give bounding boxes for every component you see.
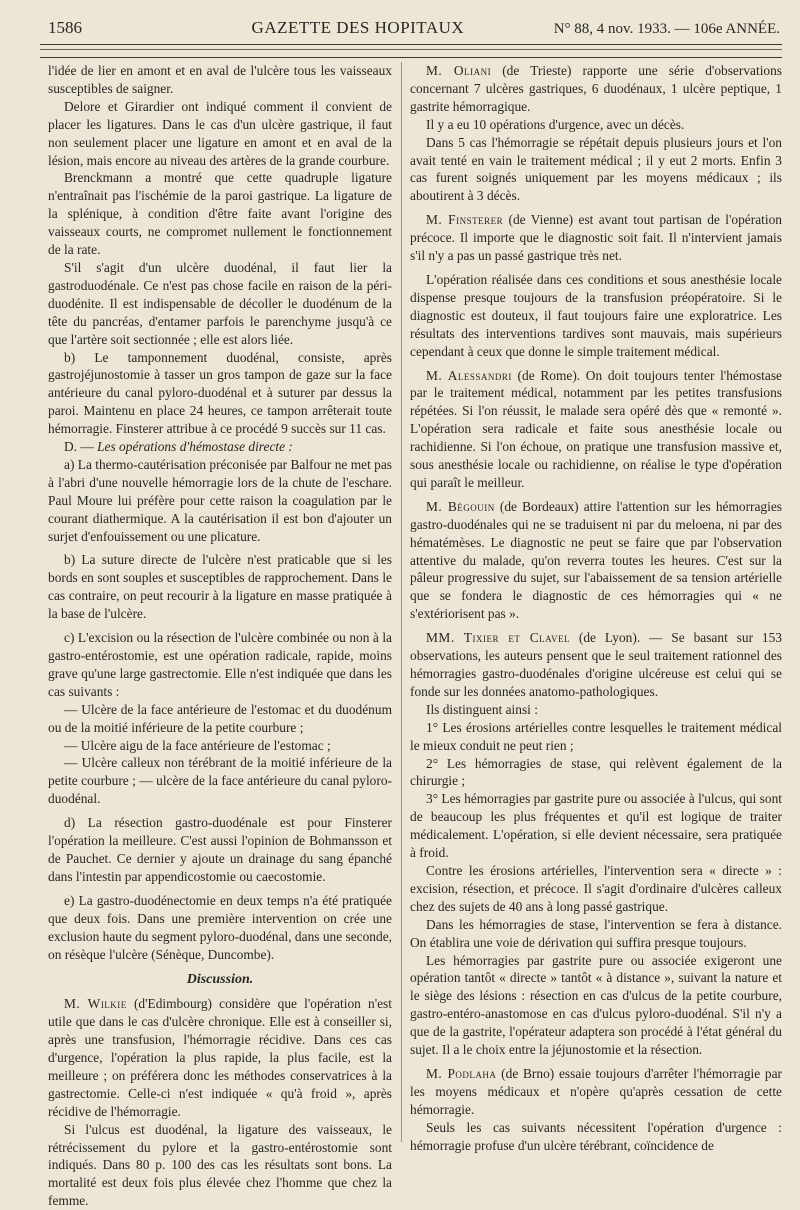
header-rule xyxy=(40,44,782,58)
author-name: M. Podlaha xyxy=(426,1065,497,1081)
left-column xyxy=(48,62,392,1209)
paragraph: Dans 5 cas l'hémorragie se répétait depuis plusieurs jours et l'on avait tenté en vain le traitement médical ; il y eut 2 morts. Enfin 3 cas furent soignés uniquement par les moyens médicaux ; ils aboutirent à 3 décès. xyxy=(410,134,782,204)
paragraph xyxy=(48,995,392,1120)
paragraph: Les hémorragies par gastrite pure ou associée exigeront une opération tantôt « directe » tantôt « à distance », suivant la nature et le siège des lésions : résection en cas d'ulcus de la petite courbure, gastro-entéro-anastomose en cas d'ulcus pyloro-duodénal. S'il n'y a que de la gastrite, l'opérateur adaptera son procédé à l'état général du sujet. Il a le choix entre la jéjunostomie et la résection. xyxy=(410,952,782,1058)
paragraph: d) La résection gastro-duodénale est pour Finsterer l'opération la meilleure. C'est aussi l'opinion de Bohmansson et de Pauchet. Ce dernier y ajoute un drainage du sang épanché dans l'intestin par appendicostomie ou caecostomie. xyxy=(48,815,392,884)
section-title: Les opérations d'hémostase directe : xyxy=(97,439,293,455)
paragraph xyxy=(410,1065,782,1119)
paragraph xyxy=(410,629,782,701)
paragraph: L'opération réalisée dans ces conditions et sous anesthésie locale dispense presque toujours de la transfusion préopératoire. Si le diagnostic est douteux, il faut toujours faire une exploratrice. Les résultats des interventions tardives sont mauvais, mais supérieurs cependant à ceux que donne le simple traitement médical. xyxy=(410,271,782,359)
paragraph xyxy=(410,367,782,492)
list-item: 1° Les érosions artérielles contre lesquelles le traitement médical le mieux conduit ne peut rien ; xyxy=(410,719,782,753)
paragraph: Ils distinguent ainsi : xyxy=(426,701,538,717)
list-item: 2° Les hémorragies de stase, qui relèvent également de la chirurgie ; xyxy=(410,755,782,789)
column-divider xyxy=(401,62,402,1142)
paragraph: Contre les érosions artérielles, l'intervention sera « directe » : excision, résection, et précoce. Il s'agit d'ordinaire d'ulcères calleux chez des sujets de 40 ans à long passé gastrique. xyxy=(410,862,782,914)
paragraph xyxy=(410,62,782,116)
paragraph-text: (de Vienne) est avant tout partisan de l'opération précoce. Il importe que le diagnostic soit fait. Il n'intervient jamais s'il n'y a pas un passé gastrique très net. xyxy=(410,212,782,264)
paragraph-text: (de Bordeaux) attire l'attention sur les hémorragies gastro-duodénales qui ne se traduisent ni par du meloena, ni par des hématémèses. Le diagnostic ne peut se faire que par l'observation attentive du malade, qu'on reverra toutes les heures. C'est sur la pâleur progressive du sujet, sur l'abaissement de sa tension artérielle que se fondera le diagnostic de ces hémorragies qui « ne s'extériorisent pas ». xyxy=(410,498,782,622)
author-name: M. Finsterer xyxy=(426,212,504,228)
issue-info: N° 88, 4 nov. 1933. — 106e ANNÉE. xyxy=(553,21,780,37)
paragraph: Dans les hémorragies de stase, l'intervention se fera à distance. On établira une voie de dérivation qui suffira presque toujours. xyxy=(410,916,782,950)
paragraph: l'idée de lier en amont et en aval de l'ulcère tous les vaisseaux susceptibles de saigner. xyxy=(48,63,392,96)
paragraph: b) La suture directe de l'ulcère n'est praticable que si les bords en sont souples et susceptibles de rapprochement. Dans le cas contraire, on peut recourir à la ligature en masse pratiquée à la base de l'ulcère. xyxy=(48,552,392,622)
discussion-heading: Discussion. xyxy=(186,972,254,988)
paragraph: Brenckmann a montré que cette quadruple ligature n'entraînait pas l'ischémie de la paroi gastrique. La ligature de la splénique, à condition d'être faite avant l'origine des vaisseaux courts, ne compromet nullement le fonctionnement de la rate. xyxy=(48,170,392,258)
paragraph xyxy=(410,211,782,265)
page-header xyxy=(48,18,780,40)
paragraph xyxy=(410,498,782,623)
paragraph: S'il s'agit d'un ulcère duodénal, il faut lier la gastroduodénale. Ce n'est pas chose facile en raison de la péri-duodénite. Il est indispensable de décoller le duodénum de la tête du pancréas, d'entamer parfois le parenchyme jusqu'à ce que l'artère soit sectionnée ; elle est alors liée. xyxy=(48,259,392,347)
author-name: M. Bégouin xyxy=(426,498,495,514)
section-heading xyxy=(48,438,392,456)
paragraph-text: (de Rome). On doit toujours tenter l'hémostase par le traitement médical, notamment par les petites transfusions répétées. Si l'on réussit, le malade sera opéré dès que « remonté ». L'opération sera radicale et faite sous anesthésie locale ou rachidienne. Si l'on échoue, on pratique une transfusion massive et, sous anesthésie locale ou rachidienne, on réalise le type d'opération qui paraît le meilleur. xyxy=(410,367,782,490)
paragraph: Si l'ulcus est duodénal, la ligature des vaisseaux, le rétrécissement du pylore et la gastro-entérostomie sont indiqués. Dans 80 p. 100 des cas les résultats sont bons. La mortalité est deux fois plus élevée chez l'homme que chez la femme. xyxy=(48,1121,392,1209)
paragraph: Delore et Girardier ont indiqué comment il convient de placer les ligatures. Dans le cas d'un ulcère gastrique, il faut non seulement placer une ligature en amont et en aval de la lésion, mais encore au niveau des artères de la grande courbure. xyxy=(48,98,392,168)
paragraph-text: (de Trieste) rapporte une série d'observations concernant 7 ulcères gastriques, 6 duodénaux, 1 ulcère peptique, 1 gastrite hémorragique. xyxy=(410,63,783,114)
right-column xyxy=(410,62,783,1153)
list-item: 3° Les hémorragies par gastrite pure ou associée à l'ulcus, qui sont de beaucoup les plus fréquentes et qu'il est logique de traiter médicalement. L'opération, si elle devient nécessaire, sera pratiquée à froid. xyxy=(410,791,782,861)
paragraph: Seuls les cas suivants nécessitent l'opération d'urgence : hémorragie profuse d'un ulcère térébrant, coïncidence de xyxy=(410,1119,782,1153)
list-item: — Ulcère aigu de la face antérieure de l'estomac ; xyxy=(64,737,331,753)
section-label: D. — xyxy=(64,439,98,455)
paragraph-text: (d'Edimbourg) considère que l'opération n'est utile que dans le cas d'ulcère chronique. Elle est à conseiller si, après une transfusion, l'hémorragie récidive. Dans ces cas d'urgence, l'opération la plus rapide, la plus facile, est la meilleure ; on préférera donc les méthodes conservatrices à la gastrectomie. Celle-ci n'est indiquée « qu'à froid », après récidive de l'hémorragie. xyxy=(48,996,392,1119)
author-name: M. Wilkie xyxy=(64,996,127,1012)
author-name: M. Alessandri xyxy=(426,367,512,383)
paragraph: a) La thermo-cautérisation préconisée par Balfour ne met pas à l'abri d'une nouvelle hémorragie lors de la chute de l'eschare. Paul Moure lui préfère pour cette raison la coagulation par le courant diathermique. A la cautérisation il est bon d'ajouter un surjet d'enfouissement ou une plicature. xyxy=(48,456,392,544)
list-item: — Ulcère calleux non térébrant de la moitié inférieure de la petite courbure ; — ulcère de la face antérieure du canal pyloro-duodénal. xyxy=(48,755,392,807)
paragraph: Il y a eu 10 opérations d'urgence, avec un décès. xyxy=(426,116,685,132)
list-item: — Ulcère de la face antérieure de l'estomac et du duodénum ou de la moitié inférieure de la petite courbure ; xyxy=(48,701,392,735)
paragraph-text: (de Lyon). — Se basant sur 153 observations, les auteurs pensent que le seul traitement rationnel des hémorragies gastro-duodénales d'origine ulcéreuse est celui qui se fonde sur les données anatomo-pathologiques. xyxy=(410,630,782,699)
page-number: 1586 xyxy=(48,18,82,37)
paragraph: b) Le tamponnement duodénal, consiste, après gastrojéjunostomie à tasser un gros tampon de gaze sur la face antérieure du canal pyloro-duodénal et à suturer par dessus la paroi. Maintenu en place 24 heures, ce tampon arrêterait toute hémorragie. Finsterer attribue à ce procédé 9 succès sur 11 cas. xyxy=(48,349,392,437)
author-name: MM. Tixier et Clavel xyxy=(426,630,570,646)
paragraph-text: (de Brno) essaie toujours d'arrêter l'hémorragie par les moyens médicaux et n'opère qu'après cessation de cette hémorragie. xyxy=(410,1065,783,1117)
paragraph: e) La gastro-duodénectomie en deux temps n'a été pratiquée que deux fois. Dans une première intervention on crée une exclusion haute du segment pyloro-duodénal, dans une seconde, on résèque l'ulcère (Sénèque, Duncombe). xyxy=(48,892,392,962)
author-name: M. Oliani xyxy=(426,63,492,78)
journal-title: GAZETTE DES HOPITAUX xyxy=(251,18,465,37)
paragraph: c) L'excision ou la résection de l'ulcère combinée ou non à la gastro-entérostomie, est une opération radicale, rapide, moins grave qu'une large gastrectomie. Elle n'est indiquée que dans les cas suivants : xyxy=(48,630,392,699)
